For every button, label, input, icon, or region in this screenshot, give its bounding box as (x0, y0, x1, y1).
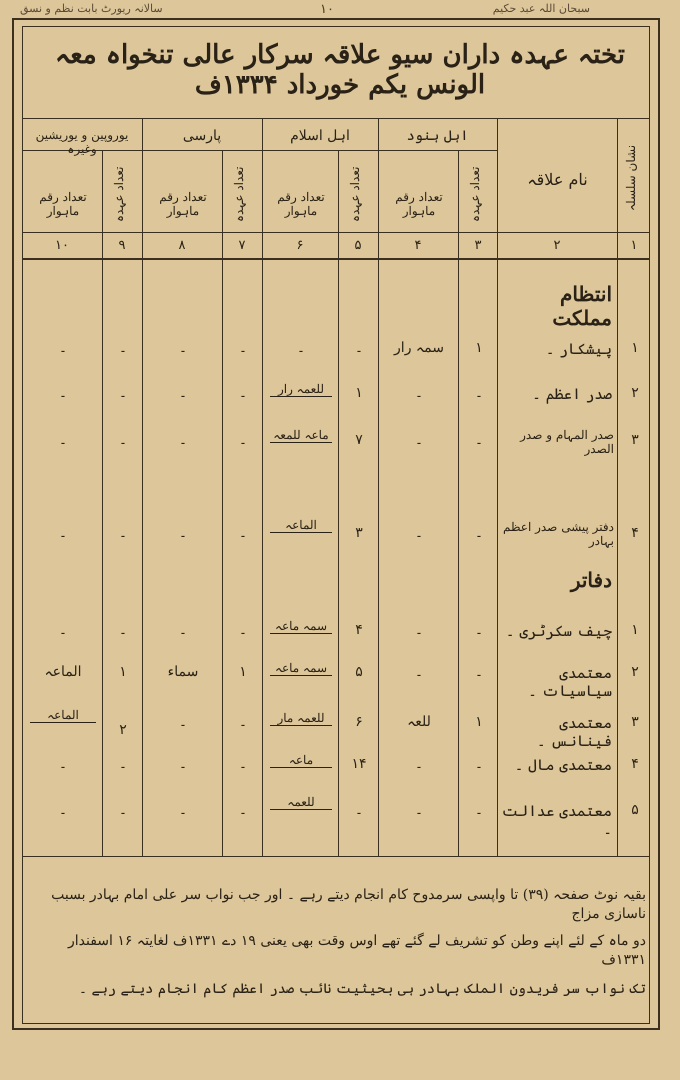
parsi-salary: ۔ (178, 525, 188, 541)
header-hindu-count: تعداد عہدہ (468, 166, 482, 222)
hindu-salary: ۔ (414, 622, 424, 638)
islam-salary: ماعہ للمعہ (270, 428, 332, 443)
eu-salary: ۔ (58, 340, 68, 356)
eu-count: ۔ (118, 340, 128, 356)
header-name: نام علاقہ (527, 170, 588, 189)
header-parsi: پارسی (182, 128, 222, 144)
hindu-count: ۱ (475, 714, 483, 730)
hindu-count: ۱ (475, 340, 483, 356)
islam-count: ۔ (354, 802, 364, 818)
footnote-line: تک نواب سر فریدون الملک بہادر ہی بحیثیت نائب صدر اعظم کام انجام دیتے رہے ۔ (78, 981, 646, 997)
hindu-count: ۔ (474, 622, 484, 638)
parsi-count: ۔ (238, 432, 248, 448)
eu-salary: ۔ (58, 802, 68, 818)
eu-count: ۔ (118, 756, 128, 772)
eu-count: ۲ (119, 722, 127, 738)
col-number: ۱ (630, 238, 638, 253)
row-name: معتمدی عدالت ۔ (501, 802, 612, 838)
islam-count: ۶ (355, 714, 363, 730)
islam-salary: سمہ ماعہ (270, 619, 332, 634)
colnum-bottom-line (22, 258, 650, 260)
col-number: ۹ (118, 238, 126, 253)
row-name: چیف سکرٹری ۔ (505, 622, 612, 640)
parsi-salary: ۔ (178, 622, 188, 638)
col-line (102, 150, 103, 856)
col-number: ۶ (296, 238, 304, 253)
parsi-count: ۔ (238, 385, 248, 401)
islam-count: ۔ (354, 340, 364, 356)
row-number: ۱ (631, 340, 639, 356)
row-name: صدر المہام و صدر الصدر (520, 428, 614, 456)
header-parsi-salary: تعداد رقم ماہوار (159, 190, 207, 218)
header-islam: اہل اسلام (290, 128, 350, 144)
parsi-count: ۔ (238, 756, 248, 772)
header-hindu-salary: تعداد رقم ماہوار (395, 190, 443, 218)
eu-salary: الماعہ (44, 664, 82, 680)
hindu-count: ۔ (474, 802, 484, 818)
parsi-salary: ۔ (178, 714, 188, 730)
col-line (222, 150, 223, 856)
col-number: ۵ (354, 238, 362, 253)
row-number: ۲ (631, 385, 639, 401)
parsi-salary: سماء (167, 664, 199, 680)
hindu-salary: ۔ (414, 756, 424, 772)
eu-count: ۔ (118, 385, 128, 401)
islam-salary: للعمہ (270, 795, 332, 810)
hindu-salary: للعہ (407, 714, 431, 730)
header-europe: یوروپین و یوریشین وغیرہ (35, 128, 129, 156)
col-line (262, 118, 263, 856)
row-number: ۲ (631, 664, 639, 680)
eu-salary: ۔ (58, 756, 68, 772)
islam-count: ۷ (355, 432, 363, 448)
hindu-count: ۔ (474, 432, 484, 448)
eu-count: ۱ (119, 664, 127, 680)
parsi-salary: ۔ (178, 432, 188, 448)
hindu-salary: ۔ (414, 664, 424, 680)
islam-salary: ۔ (296, 340, 306, 356)
row-number: ۴ (631, 525, 639, 541)
eu-salary: ۔ (58, 385, 68, 401)
section-heading: انتظام مملکت (552, 282, 612, 330)
eu-count: ۔ (118, 525, 128, 541)
page-title: تختہ عہدہ داران سیو علاقہ سرکار عالی تنخواہ معہ الونس یکم خورداد ۱۳۳۴ف (54, 40, 626, 100)
header-islam-salary: تعداد رقم ماہوار (277, 190, 325, 218)
col-line (497, 118, 498, 856)
footnote-line: دو ماہ کے لئے اپنے وطن کو تشریف لے گئے تھے اوس وقت بھی یعنی ۱۹ دے ۱۳۳۱ف لغایتہ ۱۶ اسفندار ۱۳۳۱ف (67, 933, 646, 968)
row-number: ۳ (631, 432, 639, 448)
parsi-count: ۱ (239, 664, 247, 680)
hindu-count: ۔ (474, 385, 484, 401)
header-serial: نشان سلسلہ (624, 144, 638, 212)
hindu-count: ۔ (474, 756, 484, 772)
col-number: ۲ (553, 238, 561, 253)
islam-count: ۵ (355, 664, 363, 680)
row-name: دفتر پیشی صدر اعظم بہادر (502, 520, 614, 548)
hindu-salary: ۔ (414, 525, 424, 541)
header-bottom-line (22, 232, 650, 233)
hindu-salary: ۔ (414, 432, 424, 448)
page-number: ۱۰ (320, 2, 334, 17)
eu-salary: الماعہ (30, 708, 96, 723)
header-europe-salary: تعداد رقم ماہوار (39, 190, 87, 218)
table-top-line (22, 118, 650, 119)
islam-salary: ماعہ (270, 753, 332, 768)
hindu-count: ۔ (474, 525, 484, 541)
section-heading: دفاتر (570, 568, 612, 592)
islam-count: ۱ (355, 385, 363, 401)
parsi-salary: ۔ (178, 756, 188, 772)
header-hindu: اہل ہنود (406, 128, 469, 144)
parsi-count: ۔ (238, 622, 248, 638)
parsi-count: ۔ (238, 714, 248, 730)
footnote-line: بقیہ نوٹ صفحہ (۳۹) تا واپسی سرمدوح کام انجام دیتے رہے ۔ اور جب نواب سر علی امام بہادر بسبب ناسازی مزاج (51, 887, 646, 922)
parsi-count: ۔ (238, 802, 248, 818)
row-number: ۱ (631, 622, 639, 638)
islam-salary: للعمہ رار (270, 382, 332, 397)
col-line (458, 150, 459, 856)
hindu-salary: ۔ (414, 802, 424, 818)
hindu-salary: سمہ رار (394, 340, 444, 356)
islam-salary: سمہ ماعہ (270, 661, 332, 676)
eu-count: ۔ (118, 432, 128, 448)
row-number: ۳ (631, 714, 639, 730)
eu-salary: ۔ (58, 525, 68, 541)
col-number: ۳ (474, 238, 482, 253)
row-name: معتمدی مال ۔ (514, 756, 612, 774)
header-parsi-count: تعداد عہدہ (232, 166, 246, 222)
eu-count: ۔ (118, 622, 128, 638)
row-name: صدر اعظم ۔ (532, 385, 612, 403)
top-right-note: سبحان اللہ عبد حکیم (492, 2, 590, 15)
islam-salary: الماعہ (270, 518, 332, 533)
col-number: ۴ (414, 238, 422, 253)
col-number: ۷ (238, 238, 246, 253)
col-line (617, 118, 618, 856)
row-number: ۵ (631, 802, 639, 818)
parsi-salary: ۔ (178, 340, 188, 356)
parsi-count: ۔ (238, 525, 248, 541)
row-name: پیشکار ۔ (545, 340, 612, 358)
col-number: ۱۰ (55, 238, 69, 253)
parsi-count: ۔ (238, 340, 248, 356)
eu-count: ۔ (118, 802, 128, 818)
islam-count: ۴ (355, 622, 363, 638)
table-bottom-line (22, 856, 650, 857)
col-number: ۸ (178, 238, 186, 253)
islam-salary: للعمہ مار (270, 711, 332, 726)
col-line (338, 150, 339, 856)
hindu-count: ۔ (474, 664, 484, 680)
islam-count: ۱۴ (351, 756, 367, 772)
parsi-salary: ۔ (178, 385, 188, 401)
col-line (142, 118, 143, 856)
islam-count: ۳ (355, 525, 363, 541)
row-number: ۴ (631, 756, 639, 772)
eu-salary: ۔ (58, 432, 68, 448)
header-europe-count: تعداد عہدہ (112, 166, 126, 222)
eu-salary: ۔ (58, 622, 68, 638)
hindu-salary: ۔ (414, 385, 424, 401)
row-name: معتمدی سیاسیات ۔ (528, 664, 612, 700)
top-left-note: سالانہ ریورٹ بابت نظم و نسق (20, 2, 163, 15)
parsi-salary: ۔ (178, 802, 188, 818)
col-line (378, 118, 379, 856)
row-name: معتمدی فینانس ۔ (536, 714, 612, 750)
header-islam-count: تعداد عہدہ (348, 166, 362, 222)
